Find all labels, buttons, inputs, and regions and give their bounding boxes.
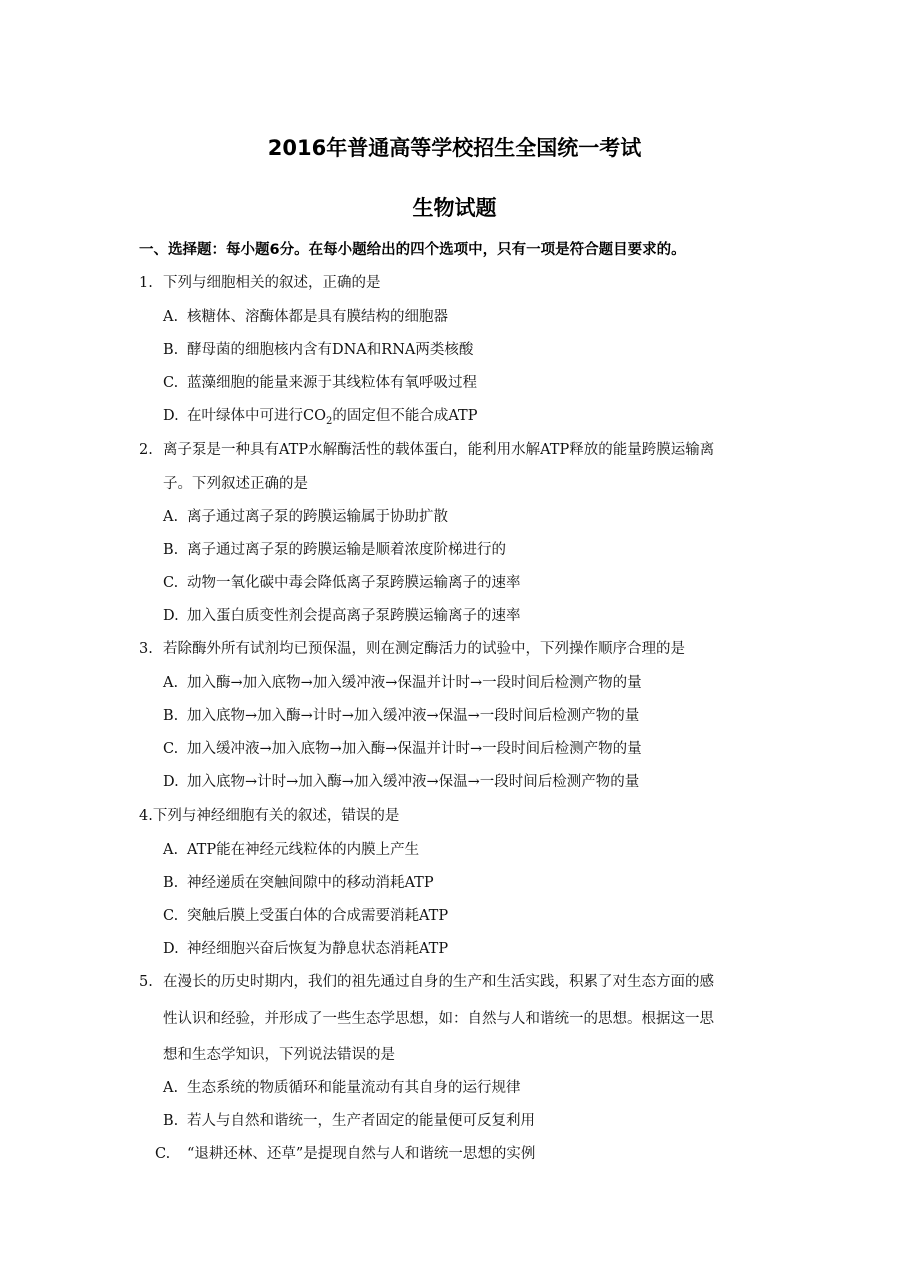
question-stem: 离子泵是一种具有ATP水解酶活性的载体蛋白，能利用水解ATP释放的能量跨膜运输离	[163, 442, 715, 458]
option-3d: D. 加入底物→计时→加入酶→加入缓冲液→保温→一段时间后检测产物的量	[163, 774, 640, 790]
question-number: 3.	[139, 641, 153, 657]
question-4	[139, 807, 399, 825]
option-2c: C. 动物一氧化碳中毒会降低离子泵跨膜运输离子的速率	[163, 575, 521, 591]
option-2a: A. 离子通过离子泵的跨膜运输属于协助扩散	[163, 509, 448, 525]
option-1c: C. 蓝藻细胞的能量来源于其线粒体有氧呼吸过程	[163, 375, 477, 391]
exam-subtitle: 生物试题	[412, 196, 497, 220]
question-number: 2.	[139, 442, 153, 458]
question-number: 4.	[139, 808, 153, 824]
option-5a: A. 生态系统的物质循环和能量流动有其自身的运行规律	[163, 1080, 521, 1096]
option-2b: B. 离子通过离子泵的跨膜运输是顺着浓度阶梯进行的	[163, 542, 506, 558]
option-5c: C. “退耕还林、还草”是提现自然与人和谐统一思想的实例	[155, 1146, 536, 1162]
question-2	[139, 441, 714, 459]
question-5-cont-1: 性认识和经验，并形成了一些生态学思想，如：自然与人和谐统一的思想。根据这一思	[163, 1011, 714, 1027]
option-1d: D. 在叶绿体中可进行$CO_2$的固定但不能合成ATP	[163, 408, 478, 427]
section-heading: 一、选择题：每小题6分。在每小题给出的四个选项中，只有一项是符合题目要求的。	[139, 242, 686, 258]
option-4c: C. 突触后膜上受蛋白体的合成需要消耗ATP	[163, 908, 449, 924]
question-stem: 若除酶外所有试剂均已预保温，则在测定酶活力的试验中，下列操作顺序合理的是	[163, 641, 685, 657]
option-2d: D. 加入蛋白质变性剂会提高离子泵跨膜运输离子的速率	[163, 608, 521, 624]
option-3a: A. 加入酶→加入底物→加入缓冲液→保温并计时→一段时间后检测产物的量	[163, 675, 642, 691]
question-5	[139, 973, 714, 991]
exam-title: 2016年普通高等学校招生全国统一考试	[267, 136, 642, 160]
option-3b: B. 加入底物→加入酶→计时→加入缓冲液→保温→一段时间后检测产物的量	[163, 708, 640, 724]
option-1a: A. 核糖体、溶酶体都是具有膜结构的细胞器	[163, 309, 448, 325]
question-stem: 在漫长的历史时期内，我们的祖先通过自身的生产和生活实践，积累了对生态方面的感	[163, 974, 714, 990]
option-3c: C. 加入缓冲液→加入底物→加入酶→保温并计时→一段时间后检测产物的量	[163, 741, 642, 757]
option-1b: B. 酵母菌的细胞核内含有DNA和RNA两类核酸	[163, 342, 474, 358]
question-number: 1.	[139, 275, 153, 291]
option-4a: A. ATP能在神经元线粒体的内膜上产生	[163, 842, 420, 858]
option-5b: B. 若人与自然和谐统一，生产者固定的能量便可反复利用	[163, 1113, 535, 1129]
question-stem: 下列与细胞相关的叙述，正确的是	[163, 275, 381, 291]
question-2-cont: 子。下列叙述正确的是	[163, 476, 308, 492]
question-number: 5.	[139, 974, 153, 990]
option-4d: D. 神经细胞兴奋后恢复为静息状态消耗ATP	[163, 941, 449, 957]
option-4b: B. 神经递质在突触间隙中的移动消耗ATP	[163, 875, 434, 891]
question-stem: 下列与神经细胞有关的叙述，错误的是	[152, 808, 400, 824]
question-1	[139, 274, 381, 292]
question-3	[139, 640, 685, 658]
question-5-cont-2: 想和生态学知识，下列说法错误的是	[163, 1047, 395, 1063]
